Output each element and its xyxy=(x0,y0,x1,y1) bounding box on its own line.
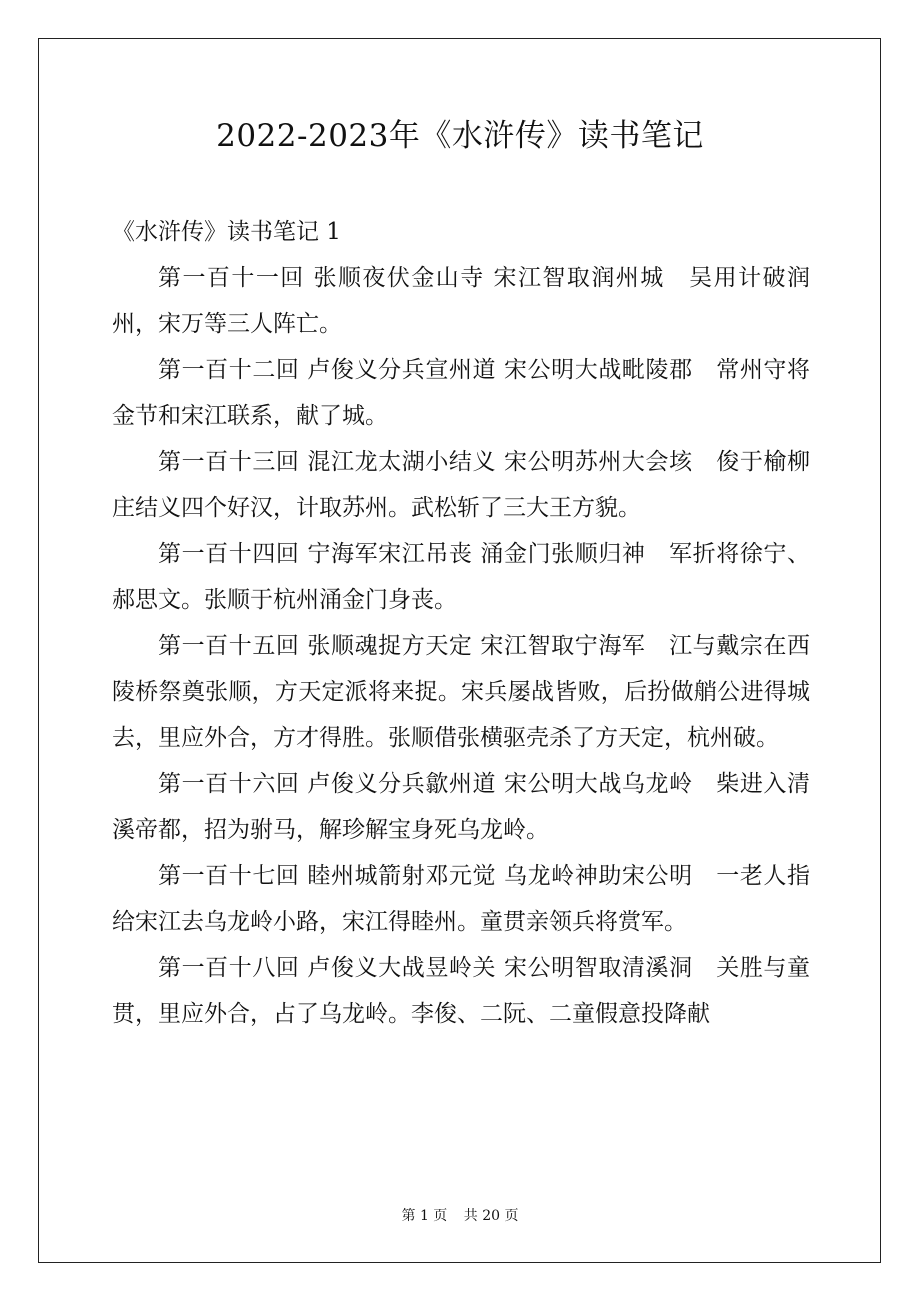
paragraph: 第一百十三回 混江龙太湖小结义 宋公明苏州大会垓 俊于榆柳庄结义四个好汉，计取苏州。武松斩了三大王方貌。 xyxy=(112,449,810,521)
paragraph: 第一百十一回 张顺夜伏金山寺 宋江智取润州城 吴用计破润州，宋万等三人阵亡。 xyxy=(112,265,810,337)
paragraph: 第一百十七回 睦州城箭射邓元觉 乌龙岭神助宋公明 一老人指给宋江去乌龙岭小路，宋江得睦州。童贯亲领兵将赏军。 xyxy=(112,863,810,935)
paragraph: 第一百十四回 宁海军宋江吊丧 涌金门张顺归神 军折将徐宁、郝思文。张顺于杭州涌金门身丧。 xyxy=(112,541,810,613)
document-body xyxy=(112,209,810,1037)
page-total: 共 20 页 xyxy=(463,1208,519,1224)
page-number: 第 1 页 xyxy=(401,1208,448,1224)
paragraph: 第一百十八回 卢俊义大战昱岭关 宋公明智取清溪洞 关胜与童贯，里应外合，占了乌龙岭。李俊、二阮、二童假意投降献 xyxy=(112,955,810,1027)
paragraph: 第一百十六回 卢俊义分兵歙州道 宋公明大战乌龙岭 柴进入清溪帝都，招为驸马，解珍解宝身死乌龙岭。 xyxy=(112,771,810,843)
paragraph: 第一百十二回 卢俊义分兵宣州道 宋公明大战毗陵郡 常州守将金节和宋江联系，献了城。 xyxy=(112,357,810,429)
paragraph: 第一百十五回 张顺魂捉方天定 宋江智取宁海军 江与戴宗在西陵桥祭奠张顺，方天定派将来捉。宋兵屡战皆败，后扮做艄公进得城去，里应外合，方才得胜。张顺借张横驱壳杀了方天定，杭州破。 xyxy=(112,633,810,751)
document-title: 2022-2023年《水浒传》读书笔记 xyxy=(216,118,704,154)
section-heading: 《水浒传》读书笔记 1 xyxy=(112,219,341,245)
page-footer xyxy=(0,1206,920,1226)
